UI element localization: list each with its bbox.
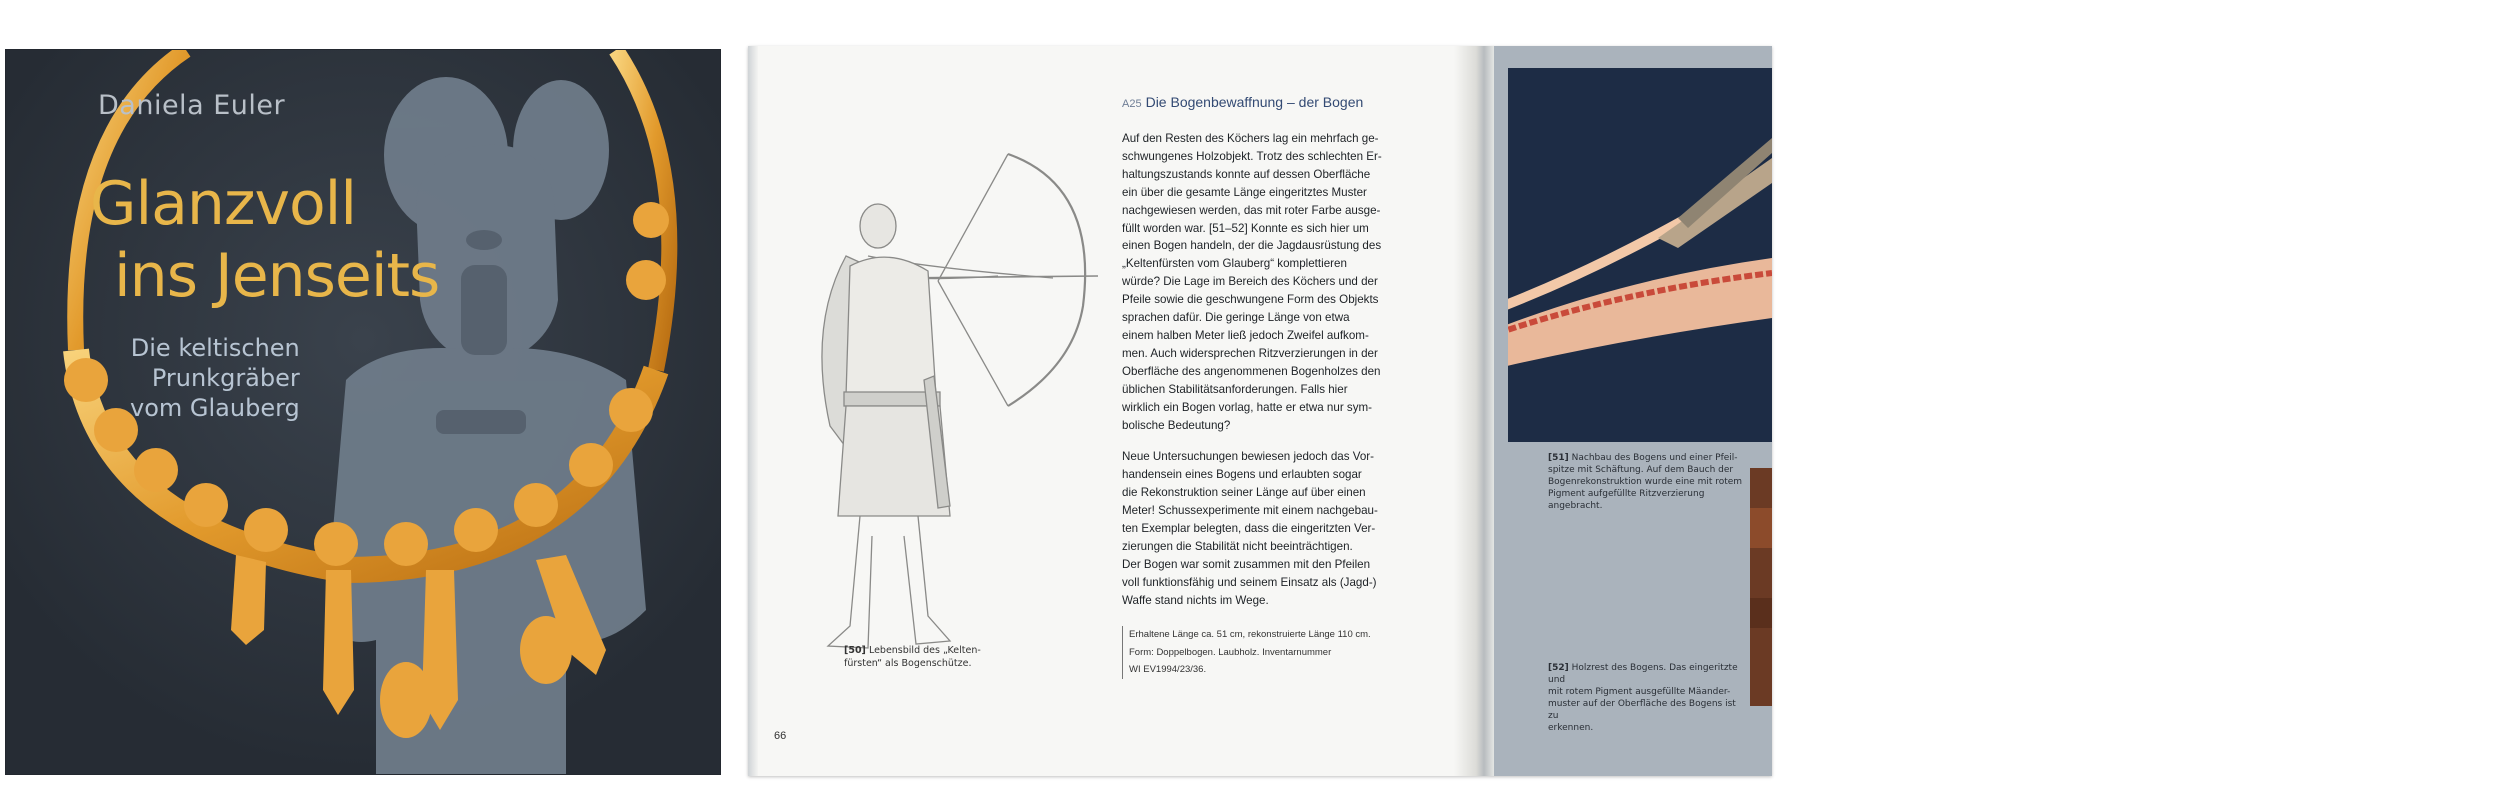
paragraph-2 [1122, 448, 1392, 609]
paragraph-line: ten Exemplar belegten, dass die eingeritzten Ver- [1122, 522, 1376, 536]
paragraph-line: würde? Die Lage im Bereich des Köchers und der [1122, 275, 1378, 289]
caption-line: muster auf der Oberfläche des Bogens ist zu [1548, 699, 1736, 721]
paragraph-line: „Keltenfürsten vom Glauberg“ komplettieren [1122, 257, 1347, 271]
caption-line: Nachbau des Bogens und einer Pfeil- [1571, 453, 1738, 463]
object-metadata [1122, 626, 1389, 679]
paragraph-line: nachgewiesen werden, das mit roter Farbe ausge- [1122, 203, 1381, 217]
cover-title-line2: ins Jenseits [114, 241, 440, 311]
paragraph-line: bolische Bedeutung? [1122, 418, 1231, 432]
book-cover [6, 50, 720, 774]
caption-52 [1548, 662, 1744, 734]
paragraph-line: sprachen dafür. Die geringe Länge von etwa [1122, 311, 1350, 325]
meta-line2: Form: Doppelbogen. Laubholz. Inventarnummer [1129, 646, 1332, 658]
bow-wood-photo [1750, 468, 1772, 706]
meta-line3: WI EV1994/23/36. [1129, 664, 1207, 675]
paragraph-line: Auf den Resten des Köchers lag ein mehrfach ge- [1122, 132, 1379, 145]
caption-51 [1548, 452, 1758, 512]
caption-51-number: [51] [1548, 453, 1569, 463]
caption-line: Pigment aufgefüllte Ritzverzierung [1548, 489, 1705, 499]
caption-52-number: [52] [1548, 663, 1569, 673]
body-text [1122, 130, 1392, 624]
caption-line: Bogenrekonstruktion wurde eine mit rotem [1548, 477, 1743, 487]
caption-52-text [1548, 663, 1744, 734]
cover-subtitle-line2: Prunkgräber [151, 364, 300, 392]
paragraph-line: üblichen Stabilitätsanforderungen. Falls hier [1122, 382, 1348, 396]
paragraph-line: Oberfläche des angenommenen Bogenholzes den [1122, 364, 1381, 378]
caption-line: mit rotem Pigment ausgefüllte Mäander- [1548, 687, 1731, 697]
caption-line: erkennen. [1548, 723, 1594, 733]
meta-line1: Erhaltene Länge ca. 51 cm, rekonstruierte Länge 110 cm. [1129, 629, 1371, 640]
paragraph-line: Waffe stand nichts im Wege. [1122, 593, 1269, 607]
paragraph-line: einem halben Meter ließ jedoch Zweifel aufkom- [1122, 328, 1369, 342]
paragraph-line: voll funktionsfähig und seinem Einsatz als (Jagd-) [1122, 575, 1377, 589]
paragraph-line: handensein eines Bogens und erlaubten sogar [1122, 468, 1362, 482]
book-spread [748, 46, 1772, 776]
paragraph-line: schwungenes Holzobjekt. Trotz des schlechten Er- [1122, 149, 1382, 163]
paragraph-line: Meter! Schussexperimente mit einem nachgebau- [1122, 504, 1378, 518]
cover-subtitle [130, 333, 300, 423]
paragraph-line: men. Auch widersprechen Ritzverzierungen in der [1122, 346, 1378, 360]
figure-caption [844, 644, 981, 670]
paragraph-line: Pfeile sowie die geschwungene Form des Objekts [1122, 293, 1379, 307]
bow-photo-art [1508, 68, 1772, 442]
paragraph-line: wirklich ein Bogen vorlag, hatte er etwa nur sym- [1122, 400, 1373, 414]
book-gutter [1454, 46, 1494, 776]
figure-caption-number: [50] [844, 645, 866, 656]
caption-51-text [1548, 453, 1758, 512]
caption-line: spitze mit Schäftung. Auf dem Bauch der [1548, 465, 1734, 475]
paragraph-line: die Rekonstruktion seiner Länge auf über einen [1122, 486, 1366, 500]
paragraph-1 [1122, 130, 1392, 434]
cover-artwork [6, 50, 720, 774]
right-page [1494, 46, 1772, 776]
wood-photo-art [1750, 468, 1772, 706]
page-edge [748, 46, 758, 776]
cover-author: Daniela Euler [98, 90, 286, 121]
paragraph-line: ein über die gesamte Länge eingeritztes Muster [1122, 185, 1367, 199]
paragraph-line: zierungen die Stabilität nicht beeinträchtigen. [1122, 539, 1353, 553]
figure-caption-line2: fürsten“ als Bogenschütze. [844, 658, 972, 669]
paragraph-line: Neue Untersuchungen bewiesen jedoch das Vor- [1122, 450, 1375, 464]
paragraph-line: füllt worden war. [51–52] Konnte es sich hier um [1122, 221, 1369, 235]
figure-caption-line1: Lebensbild des „Kelten- [868, 645, 981, 656]
archer-illustration [768, 96, 1128, 676]
bow-reconstruction-photo [1508, 68, 1772, 442]
caption-line: angebracht. [1548, 501, 1603, 511]
cover-subtitle-line3: vom Glauberg [130, 394, 300, 422]
paragraph-line: einen Bogen handeln, der die Jagdausrüstung des [1122, 239, 1382, 253]
cover-subtitle-line1: Die keltischen [130, 334, 300, 362]
cover-title [90, 168, 439, 312]
section-heading [1122, 94, 1363, 110]
paragraph-line: haltungszustands konnte auf dessen Oberfläche [1122, 167, 1371, 181]
caption-line: Holzrest des Bogens. Das eingeritzte und [1548, 663, 1738, 685]
section-number: A25 [1122, 98, 1142, 110]
cover-title-line1: Glanzvoll [90, 169, 357, 239]
paragraph-line: Der Bogen war somit zusammen mit den Pfeilen [1122, 557, 1371, 571]
page-number: 66 [774, 730, 787, 742]
section-title: Die Bogenbewaffnung – der Bogen [1145, 94, 1364, 110]
